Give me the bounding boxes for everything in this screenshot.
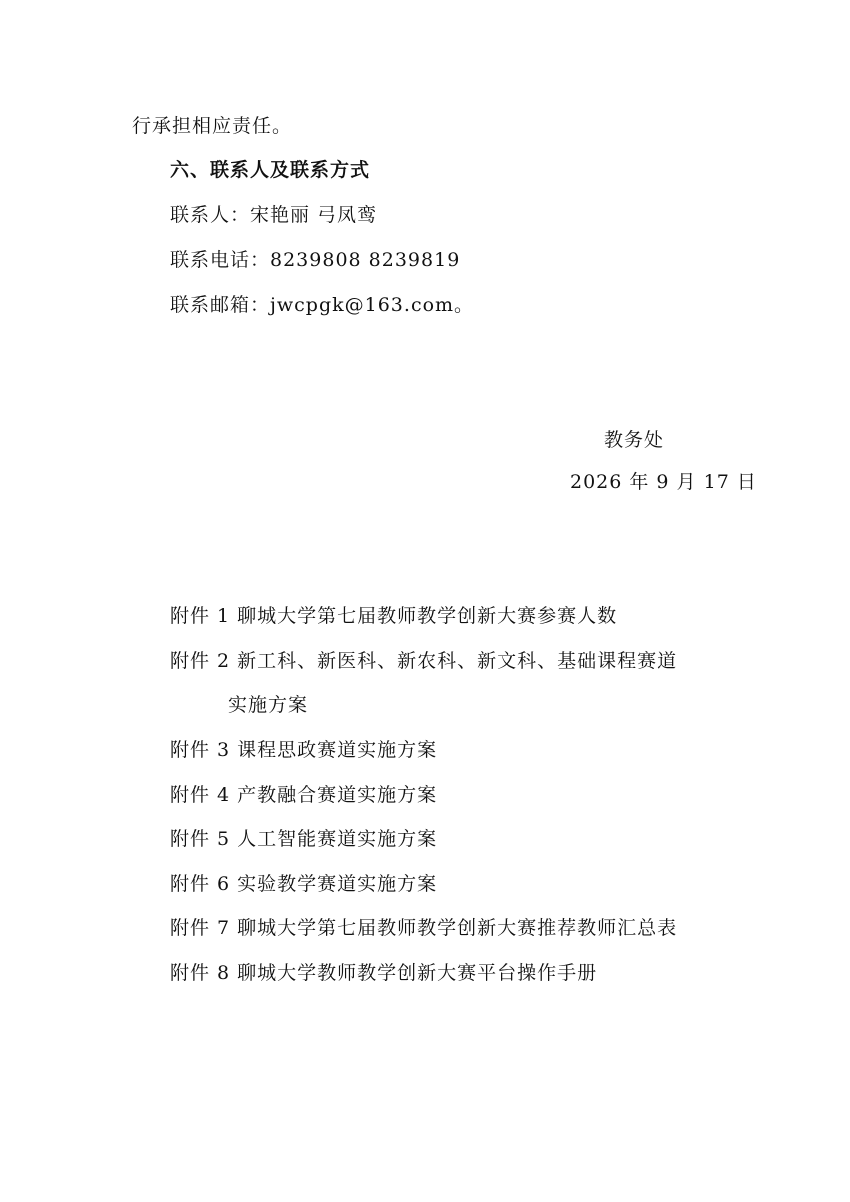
- signature-department: 教务处: [604, 429, 665, 451]
- attachment-item-6: 附件 6 实验教学赛道实施方案: [170, 873, 438, 895]
- attachment-item-1: 附件 1 聊城大学第七届教师教学创新大赛参赛人数: [170, 605, 618, 627]
- attachment-item-2: 附件 2 新工科、新医科、新农科、新文科、基础课程赛道: [170, 650, 678, 672]
- continuation-text: 行承担相应责任。: [132, 115, 293, 137]
- attachment-item-2-continuation: 实施方案: [228, 694, 309, 716]
- section-heading-contacts: 六、联系人及联系方式: [170, 159, 371, 181]
- attachment-item-8: 附件 8 聊城大学教师教学创新大赛平台操作手册: [170, 962, 598, 984]
- contact-phone: 联系电话：8239808 8239819: [170, 249, 461, 271]
- contact-persons: 联系人：宋艳丽 弓凤鸾: [170, 204, 378, 226]
- attachment-item-3: 附件 3 课程思政赛道实施方案: [170, 739, 438, 761]
- attachment-item-7: 附件 7 聊城大学第七届教师教学创新大赛推荐教师汇总表: [170, 917, 678, 939]
- signature-date: 2026 年 9 月 17 日: [570, 471, 757, 493]
- attachment-item-5: 附件 5 人工智能赛道实施方案: [170, 828, 438, 850]
- contact-email: 联系邮箱：jwcpgk@163.com。: [170, 294, 475, 316]
- attachment-item-4: 附件 4 产教融合赛道实施方案: [170, 784, 438, 806]
